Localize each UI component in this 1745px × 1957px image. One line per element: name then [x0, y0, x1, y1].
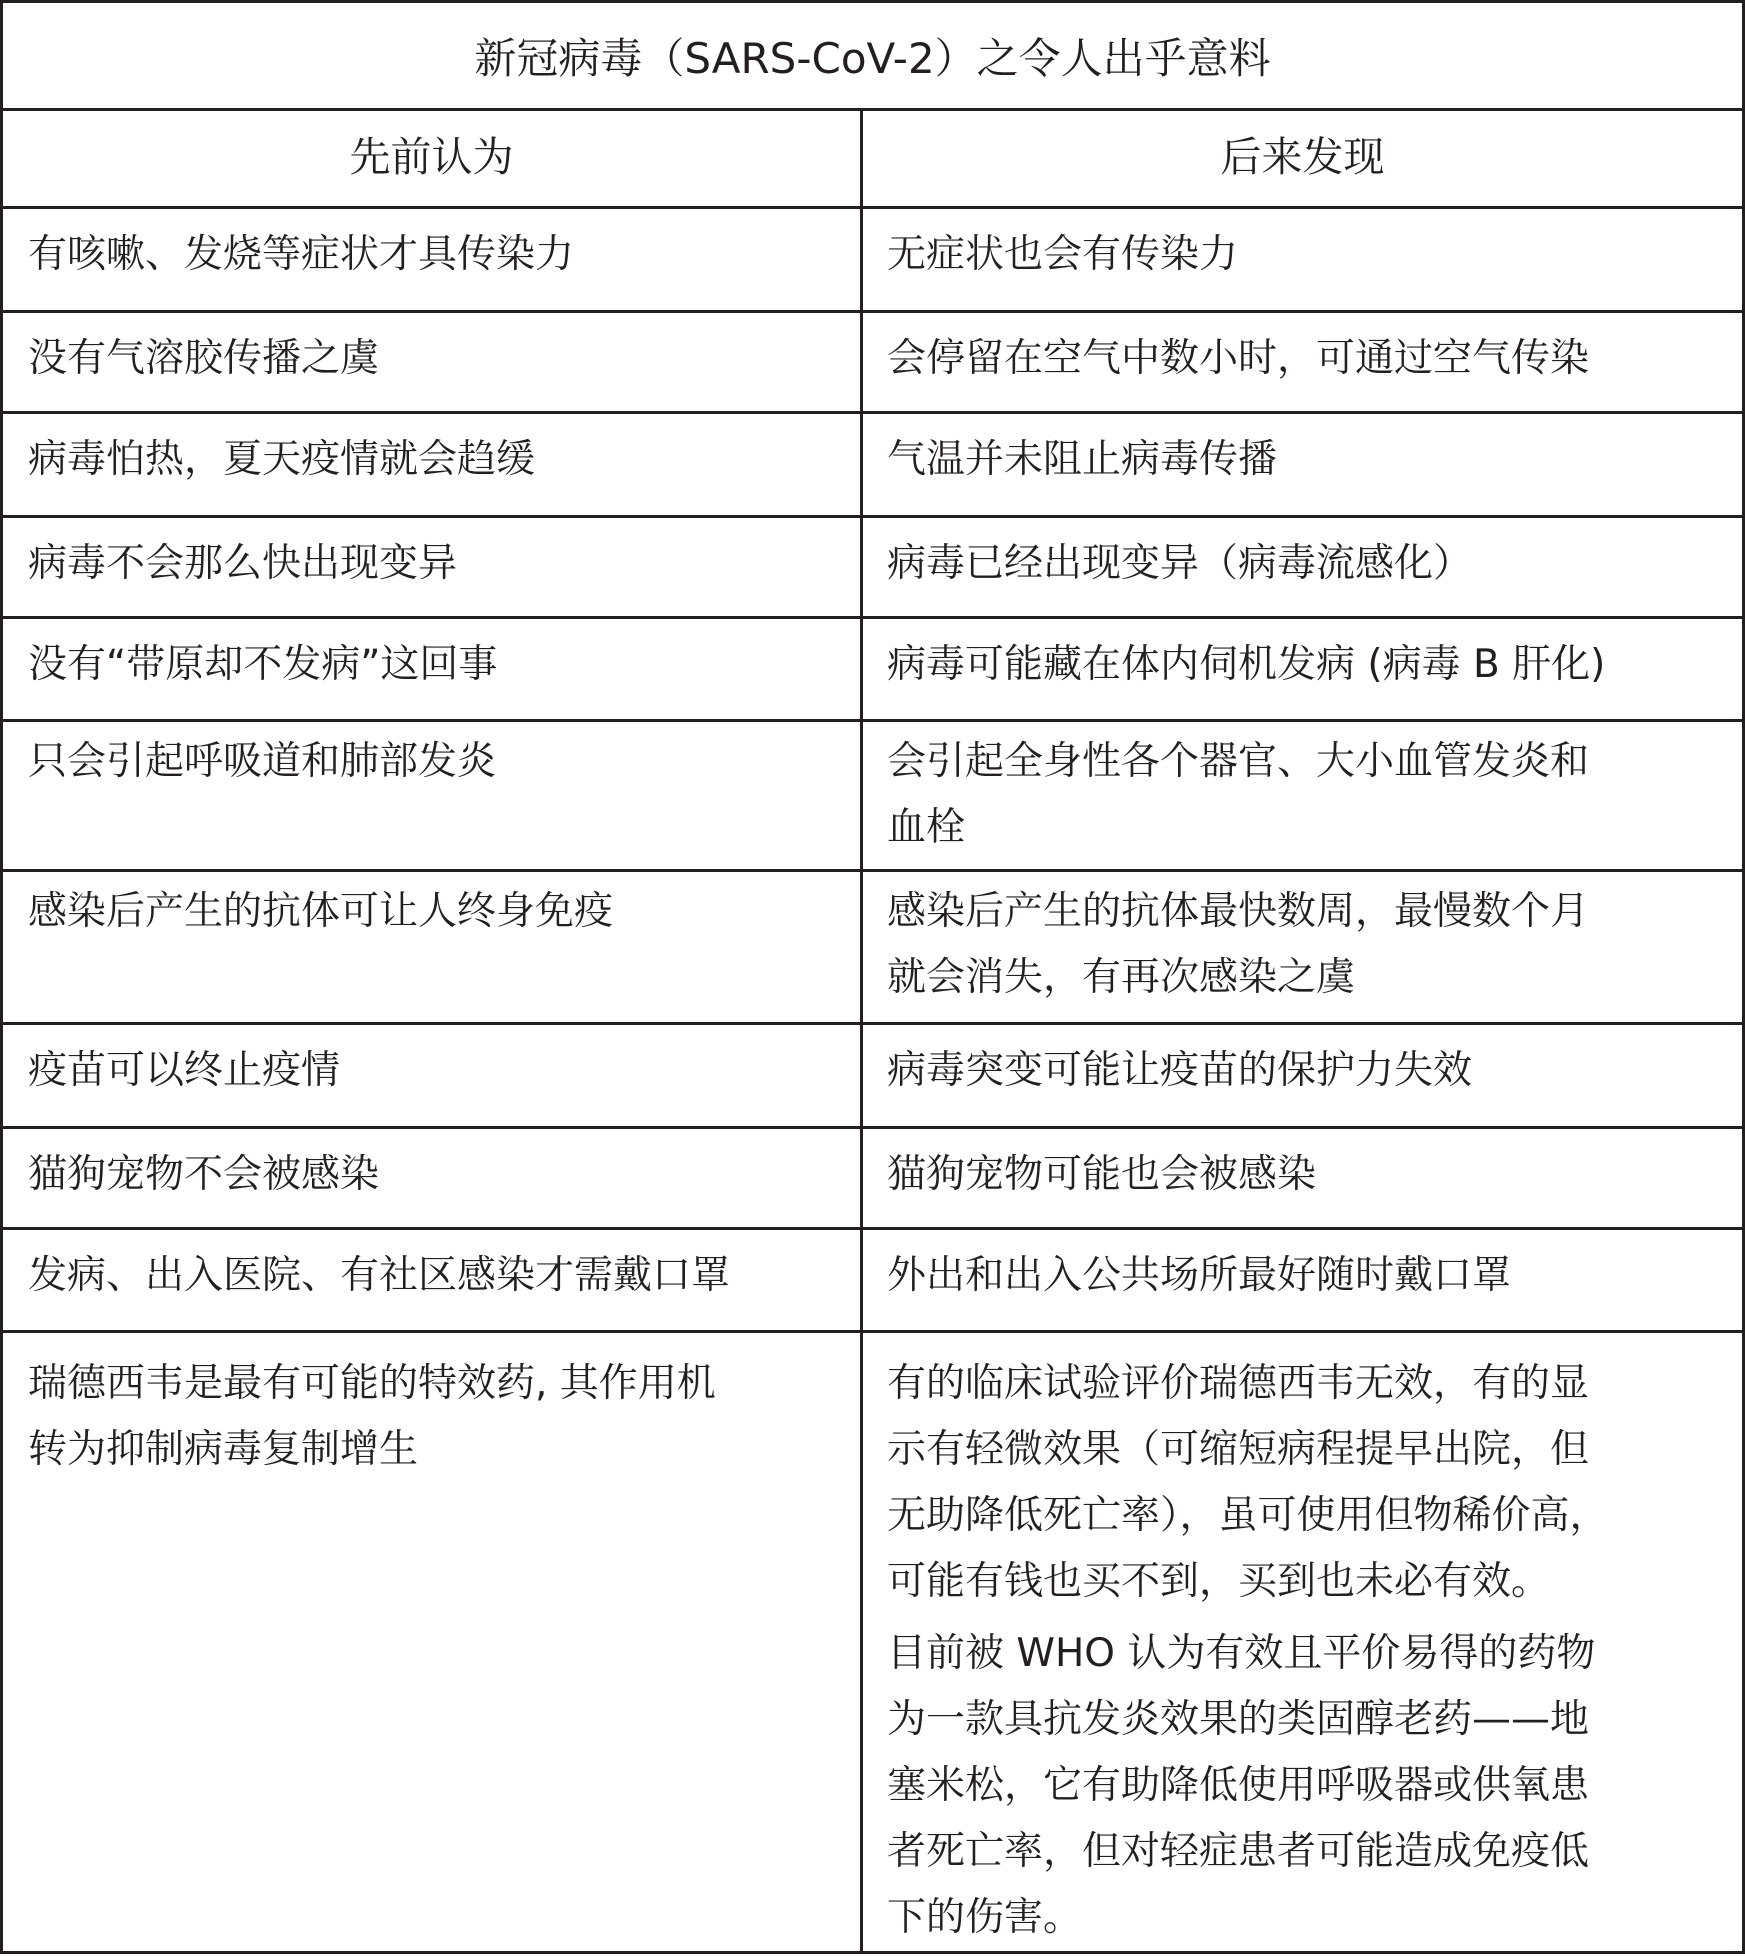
text-line: 病毒突变可能让疫苗的保护力失效: [887, 1048, 1473, 1093]
table-row: [3, 1025, 1742, 1129]
text-line: 示有轻微效果（可缩短病程提早出院，但: [887, 1427, 1590, 1472]
text-line: 无症状也会有传染力: [887, 232, 1239, 277]
text-line: 无助降低死亡率），虽可使用但物稀价高，: [887, 1493, 1609, 1538]
cell-before: [3, 1333, 860, 1957]
text-line: 病毒怕热，夏天疫情就会趋缓: [28, 437, 536, 482]
table-title: 新冠病毒（SARS-CoV-2）之令人出乎意料: [3, 3, 1742, 111]
text-line: 瑞德西韦是最有可能的特效药, 其作用机: [28, 1361, 716, 1406]
table-row: [3, 872, 1742, 1025]
cell-after: [863, 1129, 1742, 1227]
text-line: 猫狗宠物可能也会被感染: [887, 1152, 1317, 1197]
text-line: 者死亡率，但对轻症患者可能造成免疫低: [887, 1829, 1590, 1874]
text-line: 没有气溶胶传播之虞: [28, 336, 380, 381]
table-row: [3, 1333, 1742, 1957]
cell-after: [863, 1230, 1742, 1330]
cell-after: [863, 872, 1742, 1022]
cell-before: [3, 1025, 860, 1126]
text-line: 会引起全身性各个器官、大小血管发炎和: [887, 739, 1590, 784]
table-row: [3, 414, 1742, 518]
text-line: 会停留在空气中数小时，可通过空气传染: [887, 336, 1590, 381]
table-row: [3, 722, 1742, 872]
cell-before: [3, 313, 860, 411]
text-line: 病毒已经出现变异（病毒流感化）: [887, 541, 1473, 586]
text-line: 发病、出入医院、有社区感染才需戴口罩: [28, 1253, 731, 1298]
text-line: 疫苗可以终止疫情: [28, 1048, 341, 1093]
header-after: 后来发现: [1220, 133, 1385, 181]
text-line: 可能有钱也买不到，买到也未必有效。: [887, 1559, 1551, 1604]
table-row: [3, 1230, 1742, 1333]
text-line: 塞米松，它有助降低使用呼吸器或供氧患: [887, 1763, 1590, 1808]
text-line: 有的临床试验评价瑞德西韦无效，有的显: [887, 1361, 1590, 1406]
cell-after: [863, 518, 1742, 616]
table-row: [3, 209, 1742, 313]
text-line: 血栓: [887, 805, 966, 850]
text-line: 感染后产生的抗体最快数周，最慢数个月: [887, 889, 1590, 934]
text-line: 转为抑制病毒复制增生: [28, 1427, 419, 1472]
cell-after: [863, 722, 1742, 869]
table-row: [3, 518, 1742, 619]
text-line: 病毒可能藏在体内伺机发病 (病毒 B 肝化): [887, 642, 1606, 687]
text-line: 感染后产生的抗体可让人终身免疫: [28, 889, 614, 934]
cell-after: [863, 313, 1742, 411]
cell-after: [863, 209, 1742, 310]
cell-before: [3, 518, 860, 616]
cell-after: [863, 414, 1742, 515]
text-line: 目前被 WHO 认为有效且平价易得的药物: [887, 1631, 1596, 1676]
cell-before: [3, 414, 860, 515]
text-line: 病毒不会那么快出现变异: [28, 541, 458, 586]
table-row: [3, 313, 1742, 414]
text-line: 猫狗宠物不会被感染: [28, 1152, 380, 1197]
text-line: 外出和出入公共场所最好随时戴口罩: [887, 1253, 1512, 1298]
text-line: 气温并未阻止病毒传播: [887, 437, 1278, 482]
cell-after: [863, 1025, 1742, 1126]
cell-after: [863, 1333, 1742, 1957]
table-row: [3, 619, 1742, 722]
cell-after: [863, 619, 1742, 719]
header-row: [3, 108, 1742, 209]
text-line: 就会消失，有再次感染之虞: [887, 955, 1356, 1000]
text-line: 有咳嗽、发烧等症状才具传染力: [28, 232, 575, 277]
text-line: 为一款具抗发炎效果的类固醇老药——地: [887, 1697, 1590, 1742]
text-line: 下的伤害。: [887, 1895, 1083, 1940]
cell-before: [3, 872, 860, 1022]
text-line: 没有“带原却不发病”这回事: [28, 642, 498, 687]
cell-before: [3, 1230, 860, 1330]
cell-before: [3, 209, 860, 310]
cell-before: [3, 619, 860, 719]
table-row: [3, 1129, 1742, 1230]
cell-before: [3, 722, 860, 869]
paragraph-dexamethasone: [887, 1621, 1742, 1951]
text-line: 只会引起呼吸道和肺部发炎: [28, 739, 497, 784]
cell-before: [3, 1129, 860, 1227]
header-before: 先前认为: [349, 133, 514, 181]
paragraph-remdesivir: [887, 1351, 1742, 1615]
